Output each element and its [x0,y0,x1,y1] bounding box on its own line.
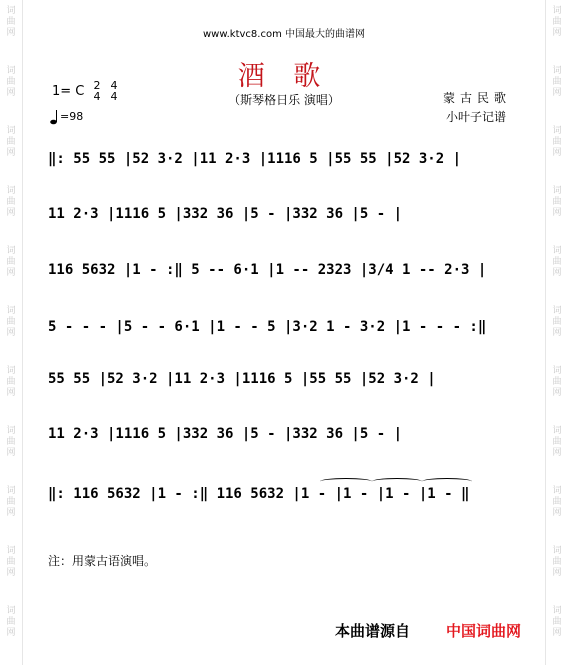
watermark-glyph: 网 [552,268,562,278]
watermark-glyph: 曲 [6,197,16,207]
watermark-glyph: 词 [6,366,16,376]
recorder-label: 小叶子记谱 [446,110,507,124]
watermark-glyph: 曲 [552,197,562,207]
time-signature-1 [91,80,103,102]
score-line-4: 5 - - - |5 - - 6·1 |1 - - 5 |3·2 1 - 3·2 |1 - - - :‖ [48,319,487,335]
watermark-glyph: 网 [6,148,16,158]
watermark-glyph: 曲 [6,137,16,147]
watermark-glyph: 曲 [6,557,16,567]
genre-label: 蒙古民歌 [443,91,512,105]
watermark-glyph: 网 [552,508,562,518]
watermark-glyph: 网 [552,328,562,338]
time-signature-2 [108,80,120,102]
watermark-glyph: 网 [6,208,16,218]
watermark-glyph: 词 [6,606,16,616]
watermark-block [546,486,568,519]
watermark-glyph: 曲 [552,437,562,447]
tempo-marking: =98 [60,110,84,123]
watermark-glyph: 网 [552,208,562,218]
song-subtitle: （斯琴格日乐 演唱） [228,93,340,107]
tie-arc [320,478,372,485]
watermark-block [0,306,22,339]
watermark-block [0,606,22,639]
watermark-glyph: 曲 [552,257,562,267]
watermark-glyph: 网 [6,388,16,398]
watermark-glyph: 网 [552,88,562,98]
watermark-glyph: 词 [552,426,562,436]
watermark-glyph: 网 [552,568,562,578]
watermark-block [0,486,22,519]
tie-arc [422,478,472,485]
watermark-glyph: 曲 [6,497,16,507]
watermark-glyph: 词 [552,246,562,256]
watermark-block [0,246,22,279]
watermark-glyph: 词 [6,486,16,496]
watermark-block [546,186,568,219]
watermark-block [546,606,568,639]
watermark-block [0,426,22,459]
tie-arc [372,478,422,485]
score-line-3: 116 5632 |1 - :‖ 5 -- 6·1 |1 -- 2323 |3/4 1 -- 2·3 | [48,262,487,278]
score-line-5: 55 55 |52 3·2 |11 2·3 |1116 5 |55 55 |52 3·2 | [48,371,436,387]
watermark-glyph: 曲 [552,317,562,327]
watermark-glyph: 词 [6,246,16,256]
watermark-glyph: 曲 [552,137,562,147]
watermark-glyph: 曲 [552,617,562,627]
watermark-block [0,546,22,579]
source-brand: 中国词曲网 [446,622,522,640]
watermark-glyph: 词 [6,546,16,556]
watermark-block [546,426,568,459]
watermark-glyph: 词 [6,126,16,136]
watermark-glyph: 词 [552,366,562,376]
watermark-block [0,186,22,219]
site-line: www.ktvc8.com 中国最大的曲谱网 [202,29,365,40]
watermark-glyph: 网 [6,448,16,458]
watermark-glyph: 曲 [552,497,562,507]
watermark-glyph: 网 [6,628,16,638]
watermark-block [0,366,22,399]
performance-note: 注：用蒙古语演唱。 [48,554,157,568]
time-sig-1-top: 2 [93,79,101,92]
time-sig-1-bottom: 4 [93,90,101,103]
watermark-glyph: 曲 [6,617,16,627]
watermark-glyph: 词 [552,486,562,496]
watermark-glyph: 曲 [6,17,16,27]
watermark-block [0,126,22,159]
watermark-glyph: 网 [552,28,562,38]
watermark-glyph: 词 [6,66,16,76]
watermark-glyph: 词 [6,6,16,16]
watermark-glyph: 词 [552,66,562,76]
watermark-glyph: 词 [552,546,562,556]
watermark-glyph: 网 [552,148,562,158]
watermark-glyph: 网 [6,28,16,38]
watermark-glyph: 词 [552,6,562,16]
watermark-glyph: 网 [552,448,562,458]
watermark-glyph: 词 [6,186,16,196]
watermark-glyph: 网 [6,508,16,518]
watermark-block [546,366,568,399]
watermark-glyph: 曲 [552,17,562,27]
score-line-1: ‖: 55 55 |52 3·2 |11 2·3 |1116 5 |55 55 |52 3·2 | [48,151,462,167]
watermark-glyph: 词 [6,306,16,316]
watermark-glyph: 曲 [6,437,16,447]
watermark-glyph: 曲 [6,317,16,327]
quarter-note-icon [50,109,60,125]
watermark-glyph: 网 [6,328,16,338]
watermark-glyph: 词 [552,306,562,316]
watermark-glyph: 网 [552,388,562,398]
time-sig-2-bottom: 4 [110,90,118,103]
watermark-glyph: 网 [552,628,562,638]
watermark-glyph: 词 [552,126,562,136]
watermark-glyph: 曲 [552,77,562,87]
watermark-glyph: 曲 [552,377,562,387]
watermark-block [546,546,568,579]
score-line-2: 11 2·3 |1116 5 |332 36 |5 - |332 36 |5 - | [48,206,403,222]
watermark-glyph: 词 [552,186,562,196]
watermark-glyph: 曲 [6,257,16,267]
watermark-glyph: 网 [6,568,16,578]
watermark-glyph: 词 [552,606,562,616]
time-sig-2-top: 4 [110,79,118,92]
watermark-block [546,126,568,159]
watermark-glyph: 曲 [552,557,562,567]
song-title: 酒 歌 [237,61,331,92]
key-signature: 1= C [52,84,85,99]
score-line-7: ‖: 116 5632 |1 - :‖ 116 5632 |1 - |1 - |1 - |1 - ‖ [48,486,470,502]
watermark-block [546,306,568,339]
watermark-glyph: 词 [6,426,16,436]
watermark-glyph: 曲 [6,377,16,387]
watermark-glyph: 网 [6,268,16,278]
watermark-block [546,246,568,279]
watermark-glyph: 曲 [6,77,16,87]
score-line-6: 11 2·3 |1116 5 |332 36 |5 - |332 36 |5 - | [48,426,403,442]
source-label: 本曲谱源自 [335,622,411,640]
watermark-glyph: 网 [6,88,16,98]
